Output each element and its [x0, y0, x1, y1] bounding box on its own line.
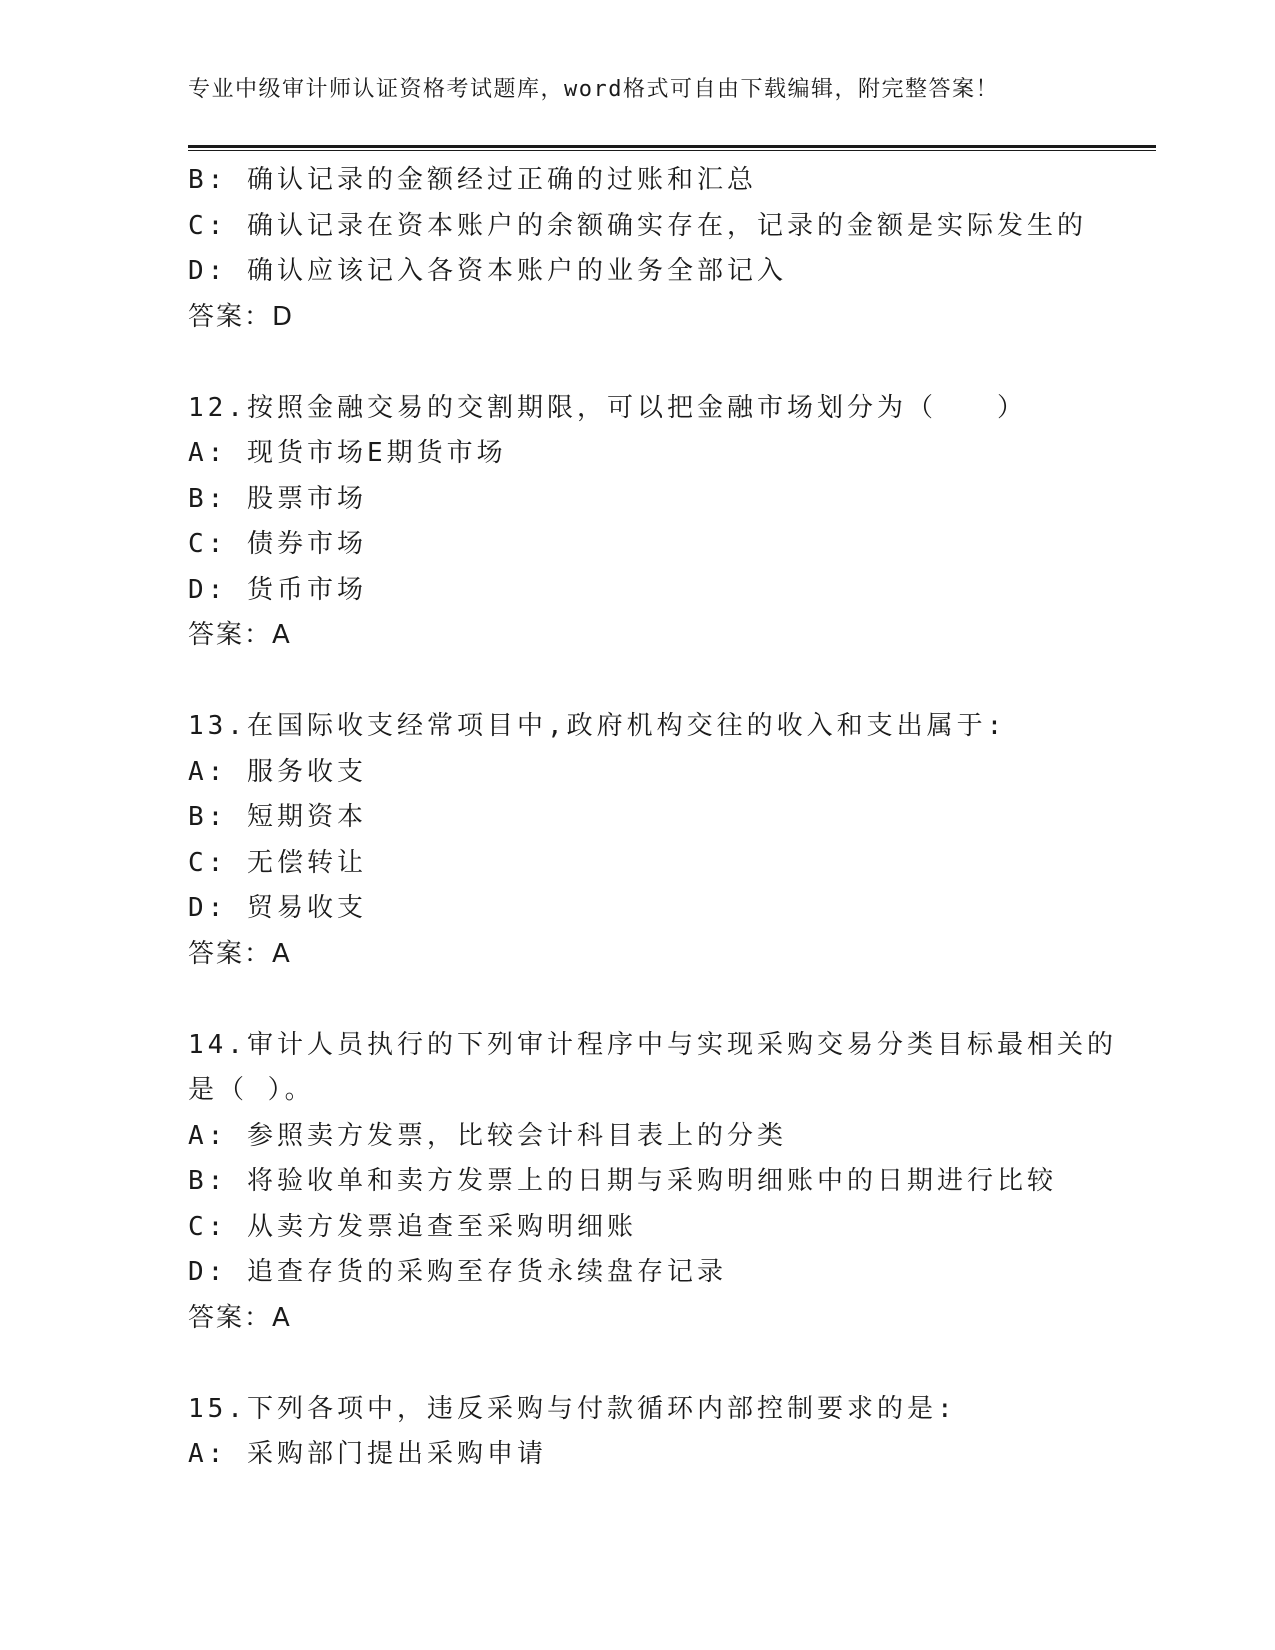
answer: 答案：A: [188, 620, 292, 650]
option-d: D: 确认应该记入各资本账户的业务全部记入: [188, 256, 787, 286]
question-stem: 12.按照金融交易的交割期限，可以把金融市场划分为（ ）: [188, 392, 1027, 423]
option-c: C: 确认记录在资本账户的余额确实存在，记录的金额是实际发生的: [188, 210, 1087, 241]
question-12: [188, 386, 1148, 659]
option-d: D: 贸易收支: [188, 893, 367, 923]
answer: 答案：A: [188, 938, 292, 969]
question-stem: 13.在国际收支经常项目中,政府机构交往的收入和支出属于:: [188, 711, 1007, 741]
option-c: C: 从卖方发票追查至采购明细账: [188, 1211, 637, 1242]
option-a: A: 现货市场E期货市场: [188, 438, 507, 468]
answer: 答案：A: [188, 1302, 292, 1333]
option-b: B: 股票市场: [188, 483, 367, 514]
spacer: [188, 659, 1148, 705]
header-rule-thick: [188, 145, 1156, 148]
question-15: [188, 1387, 1148, 1478]
option-c: C: 债券市场: [188, 529, 367, 559]
question-13: [188, 704, 1148, 977]
option-a: A: 参照卖方发票，比较会计科目表上的分类: [188, 1120, 787, 1151]
answer: 答案：D: [188, 301, 295, 332]
option-a: A: 服务收支: [188, 756, 367, 787]
option-c: C: 无偿转让: [188, 847, 367, 878]
option-b: B: 将验收单和卖方发票上的日期与采购明细账中的日期进行比较: [188, 1166, 1057, 1196]
question-stem-continued: 是（ ）。: [188, 1075, 315, 1105]
page-header: 专业中级审计师认证资格考试题库，word格式可自由下载编辑，附完整答案！: [188, 77, 999, 102]
option-b: B: 确认记录的金额经过正确的过账和汇总: [188, 165, 757, 195]
option-b: B: 短期资本: [188, 802, 367, 832]
option-a: A: 采购部门提出采购申请: [188, 1439, 547, 1469]
spacer: [188, 340, 1148, 386]
continued-question: [188, 158, 1148, 340]
question-14: [188, 1023, 1148, 1342]
question-stem: 14.审计人员执行的下列审计程序中与实现采购交易分类目标最相关的: [188, 1029, 1117, 1060]
option-d: D: 货币市场: [188, 574, 367, 605]
spacer: [188, 1341, 1148, 1387]
document-body: [188, 158, 1148, 1478]
option-d: D: 追查存货的采购至存货永续盘存记录: [188, 1257, 727, 1287]
question-stem: 15.下列各项中，违反采购与付款循环内部控制要求的是:: [188, 1393, 957, 1424]
header-rule-thin: [188, 150, 1156, 151]
spacer: [188, 977, 1148, 1023]
